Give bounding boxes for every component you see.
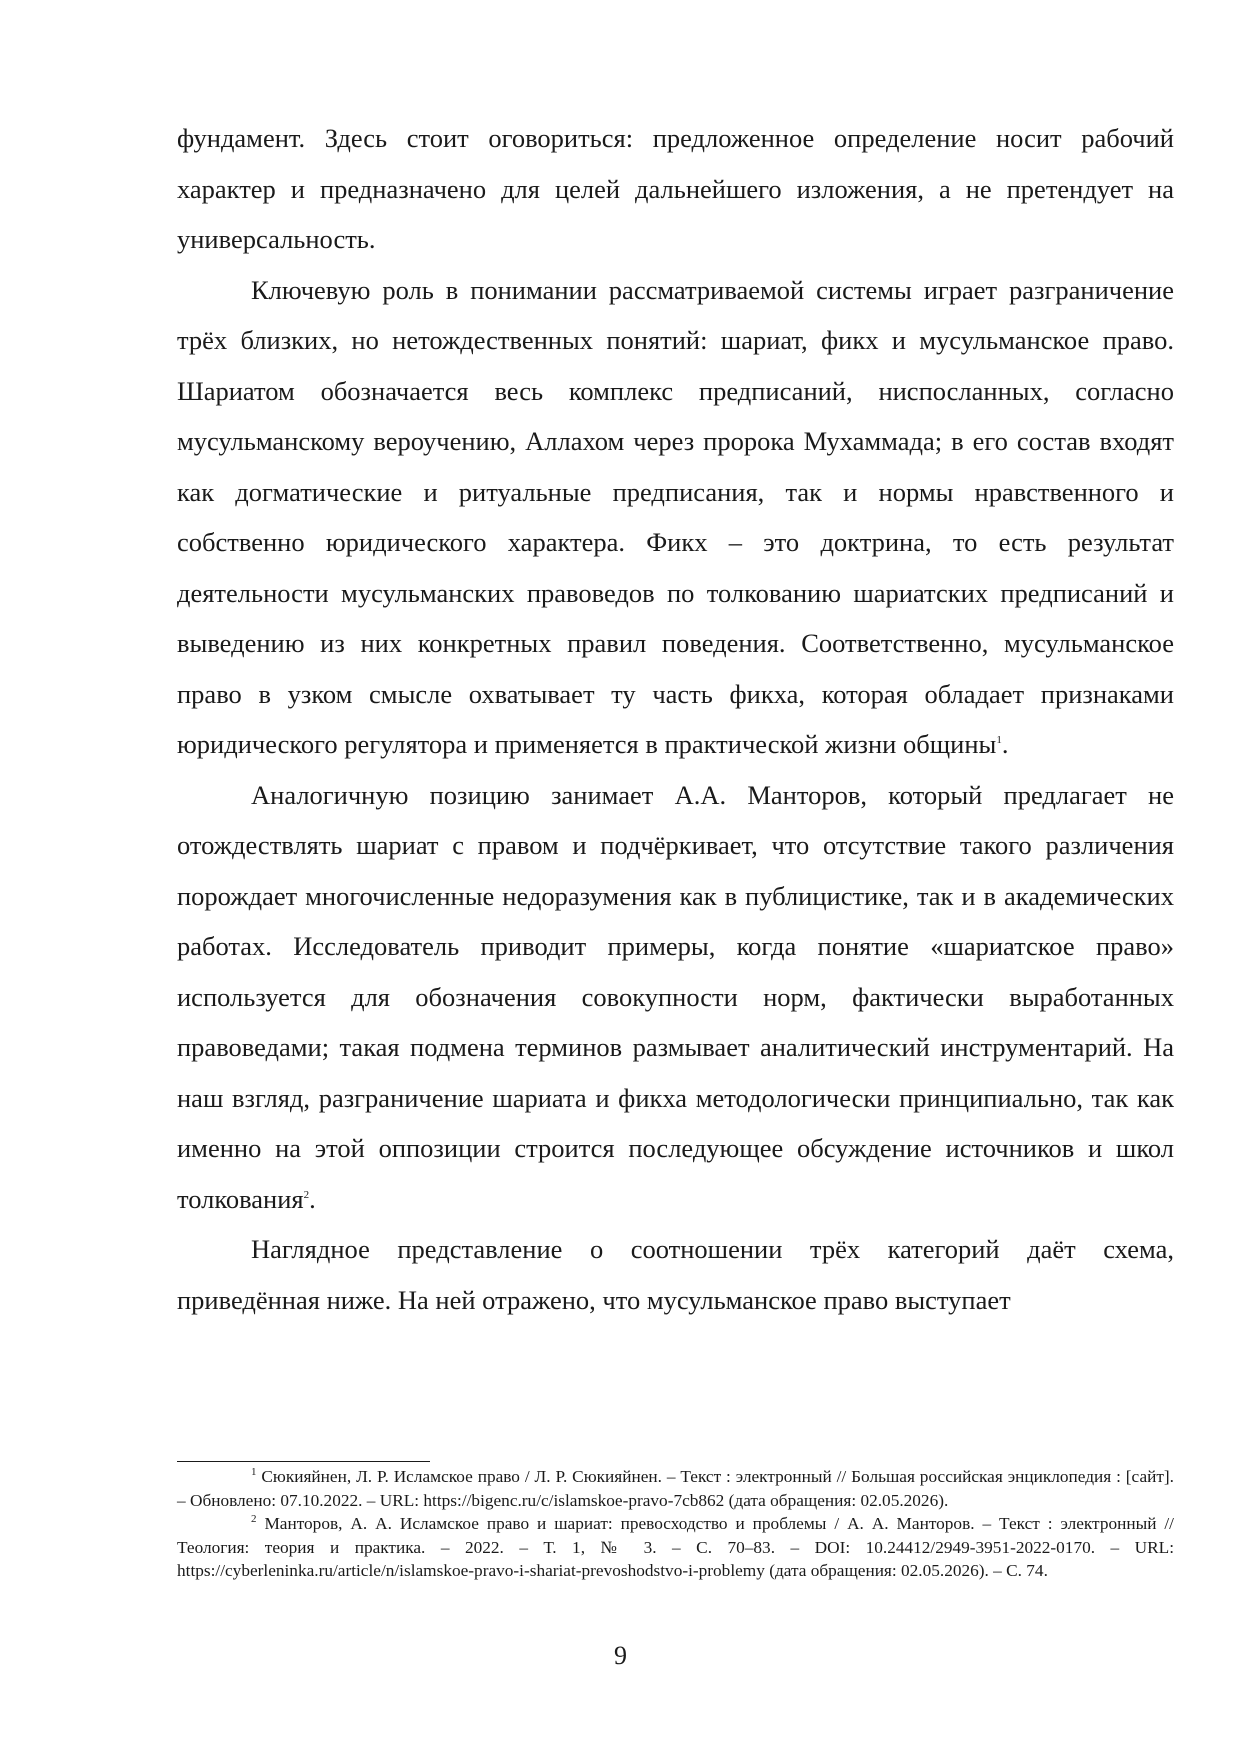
footnote-text: Сюкияйнен, Л. Р. Исламское право / Л. Р. Сюкияйнен. – Текст : электронный // Большая российская энциклопедия : [сайт]. – Обновлено: 07.10.2022. – URL: https://bigenc.ru/c/islamskoe-pravo-7cb862 (дата обращения: 02.05.2026).	[177, 1467, 1174, 1510]
footnote-number: 2	[251, 1513, 257, 1526]
footnote-reference-2[interactable]: 2	[303, 1188, 310, 1201]
footnote-reference-1[interactable]: 1	[996, 734, 1002, 747]
body-text	[177, 113, 1174, 1325]
paragraph-sharia-fiqh	[177, 265, 1174, 770]
paragraph-mantorov	[177, 770, 1174, 1225]
footnote-2	[177, 1512, 1174, 1583]
footnote-text: Манторов, А. А. Исламское право и шариат: превосходство и проблемы / А. А. Манторов. – Текст : электронный // Теология: теория и практика. – 2022. – Т. 1, № 3. – С. 70–83. – DOI: 10.24412/2949-3951-2022-0170. – URL: https://cyberleninka.ru/article/n/islamskoe-pravo-i-shariat-prevoshodstvo-i-problemy (дата обращения: 02.05.2026). – С. 74.	[177, 1514, 1174, 1580]
paragraph-text: Аналогичную позицию занимает А.А. Манторов, который предлагает не отождествлять шариат с правом и подчёркивает, что отсутствие такого различения порождает многочисленные недоразумения как в публицистике, так и в академических работах. Исследователь приводит примеры, когда понятие «шариатское право» используется для обозначения совокупности норм, фактически выработанных правоведами; такая подмена терминов размывает аналитический инструментарий. На наш взгляд, разграничение шариата и фикха методологически принципиально, так как именно на этой оппозиции строится последующее обсуждение источников и школ толкования	[177, 779, 1174, 1214]
paragraph-continuation	[177, 113, 1174, 265]
paragraph-end: .	[1001, 729, 1009, 759]
page-number: 9	[614, 1641, 627, 1670]
paragraph-text: фундамент. Здесь стоит оговориться: предложенное определение носит рабочий характер и предназначено для целей дальнейшего изложения, а не претендует на универсальность.	[177, 123, 1174, 254]
footnote-number: 1	[251, 1466, 257, 1479]
paragraph-scheme	[177, 1224, 1174, 1325]
paragraph-text: Ключевую роль в понимании рассматриваемой системы играет разграничение трёх близких, но нетождественных понятий: шариат, фикх и мусульманское право. Шариатом обозначается весь комплекс предписаний, ниспосланных, согласно мусульманскому вероучению, Аллахом через пророка Мухаммада; в его состав входят как догматические и ритуальные предписания, так и нормы нравственного и собственно юридического характера. Фикх – это доктрина, то есть результат деятельности мусульманских правоведов по толкованию шариатских предписаний и выведению из них конкретных правил поведения. Соответственно, мусульманское право в узком смысле охватывает ту часть фикха, которая обладает признаками юридического регулятора и применяется в практической жизни общины	[177, 274, 1174, 759]
paragraph-end: .	[309, 1183, 316, 1214]
footnotes	[177, 1465, 1174, 1583]
footnote-1	[177, 1465, 1174, 1512]
footnote-separator	[177, 1461, 430, 1462]
paragraph-text: Наглядное представление о соотношении трёх категорий даёт схема, приведённая ниже. На ней отражено, что мусульманское право выступает	[177, 1234, 1174, 1315]
